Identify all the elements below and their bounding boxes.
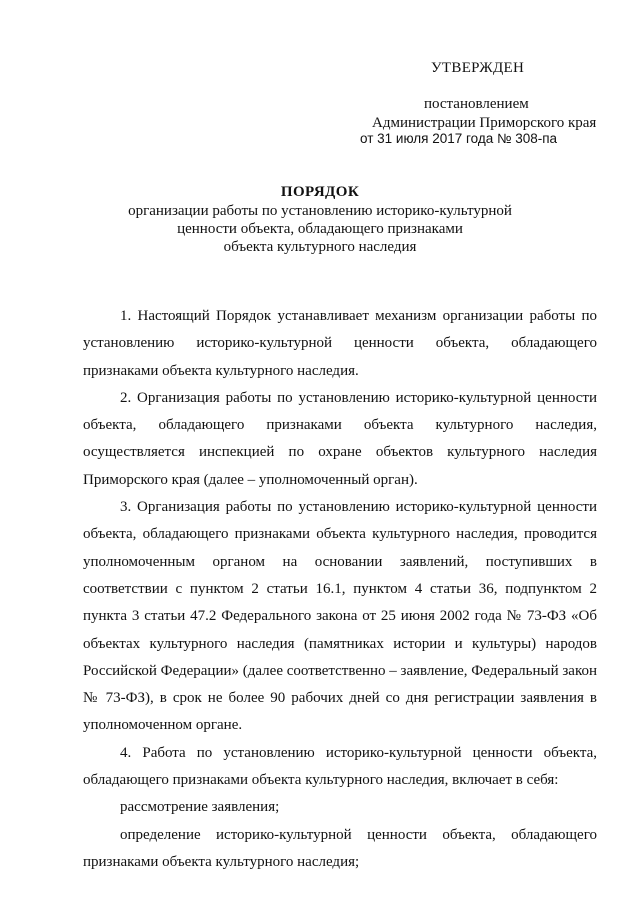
approval-date-number: от 31 июля 2017 года № 308-па [360, 131, 558, 146]
document-title: ПОРЯДОК [280, 184, 360, 200]
paragraph-1: 1. Настоящий Порядок устанавливает механизм организации работы по установлению историко-культурной ценности объекта, обладающего признаками объекта культурного наследия. [83, 308, 597, 379]
approval-line-1: постановлением [424, 96, 529, 112]
approval-title: УТВЕРЖДЕН [431, 60, 525, 76]
document-subtitle-line-3: объекта культурного наследия [223, 239, 417, 255]
document-body [83, 303, 597, 876]
paragraph-4: 4. Работа по установлению историко-культурной ценности объекта, обладающего признаками объекта культурного наследия, включает в себя: [83, 744, 597, 789]
approval-line-2: Администрации Приморского края [372, 115, 597, 131]
paragraph-2: 2. Организация работы по установлению историко-культурной ценности объекта, обладающего признаками объекта культурного наследия, осуществляется инспекцией по охране объектов культурного наследия Приморского края (далее – уполномоченный орган). [83, 389, 597, 488]
paragraph-4-item-1: рассмотрение заявления; [120, 799, 280, 816]
paragraph-4-item-2: определение историко-культурной ценности объекта, обладающего признаками объекта культурного наследия; [83, 826, 597, 870]
document-subtitle-line-1: организации работы по установлению историко-культурной [128, 203, 512, 219]
document-subtitle-line-2: ценности объекта, обладающего признаками [177, 221, 463, 237]
paragraph-3: 3. Организация работы по установлению историко-культурной ценности объекта, обладающего признаками объекта культурного наследия, проводится уполномоченным органом на основании заявлений, поступивших в соответствии с пунктом 2 статьи 16.1, пунктом 4 статьи 36, подпунктом 2 пункта 3 статьи 47.2 Федерального закона от 25 июня 2002 года № 73-ФЗ «Об объектах культурного наследия (памятниках истории и культуры) народов Российской Федерации» (далее соответственно – заявление, Федеральный закон № 73-ФЗ), в срок не более 90 рабочих дней со дня регистрации заявления в уполномоченном органе. [83, 499, 598, 734]
